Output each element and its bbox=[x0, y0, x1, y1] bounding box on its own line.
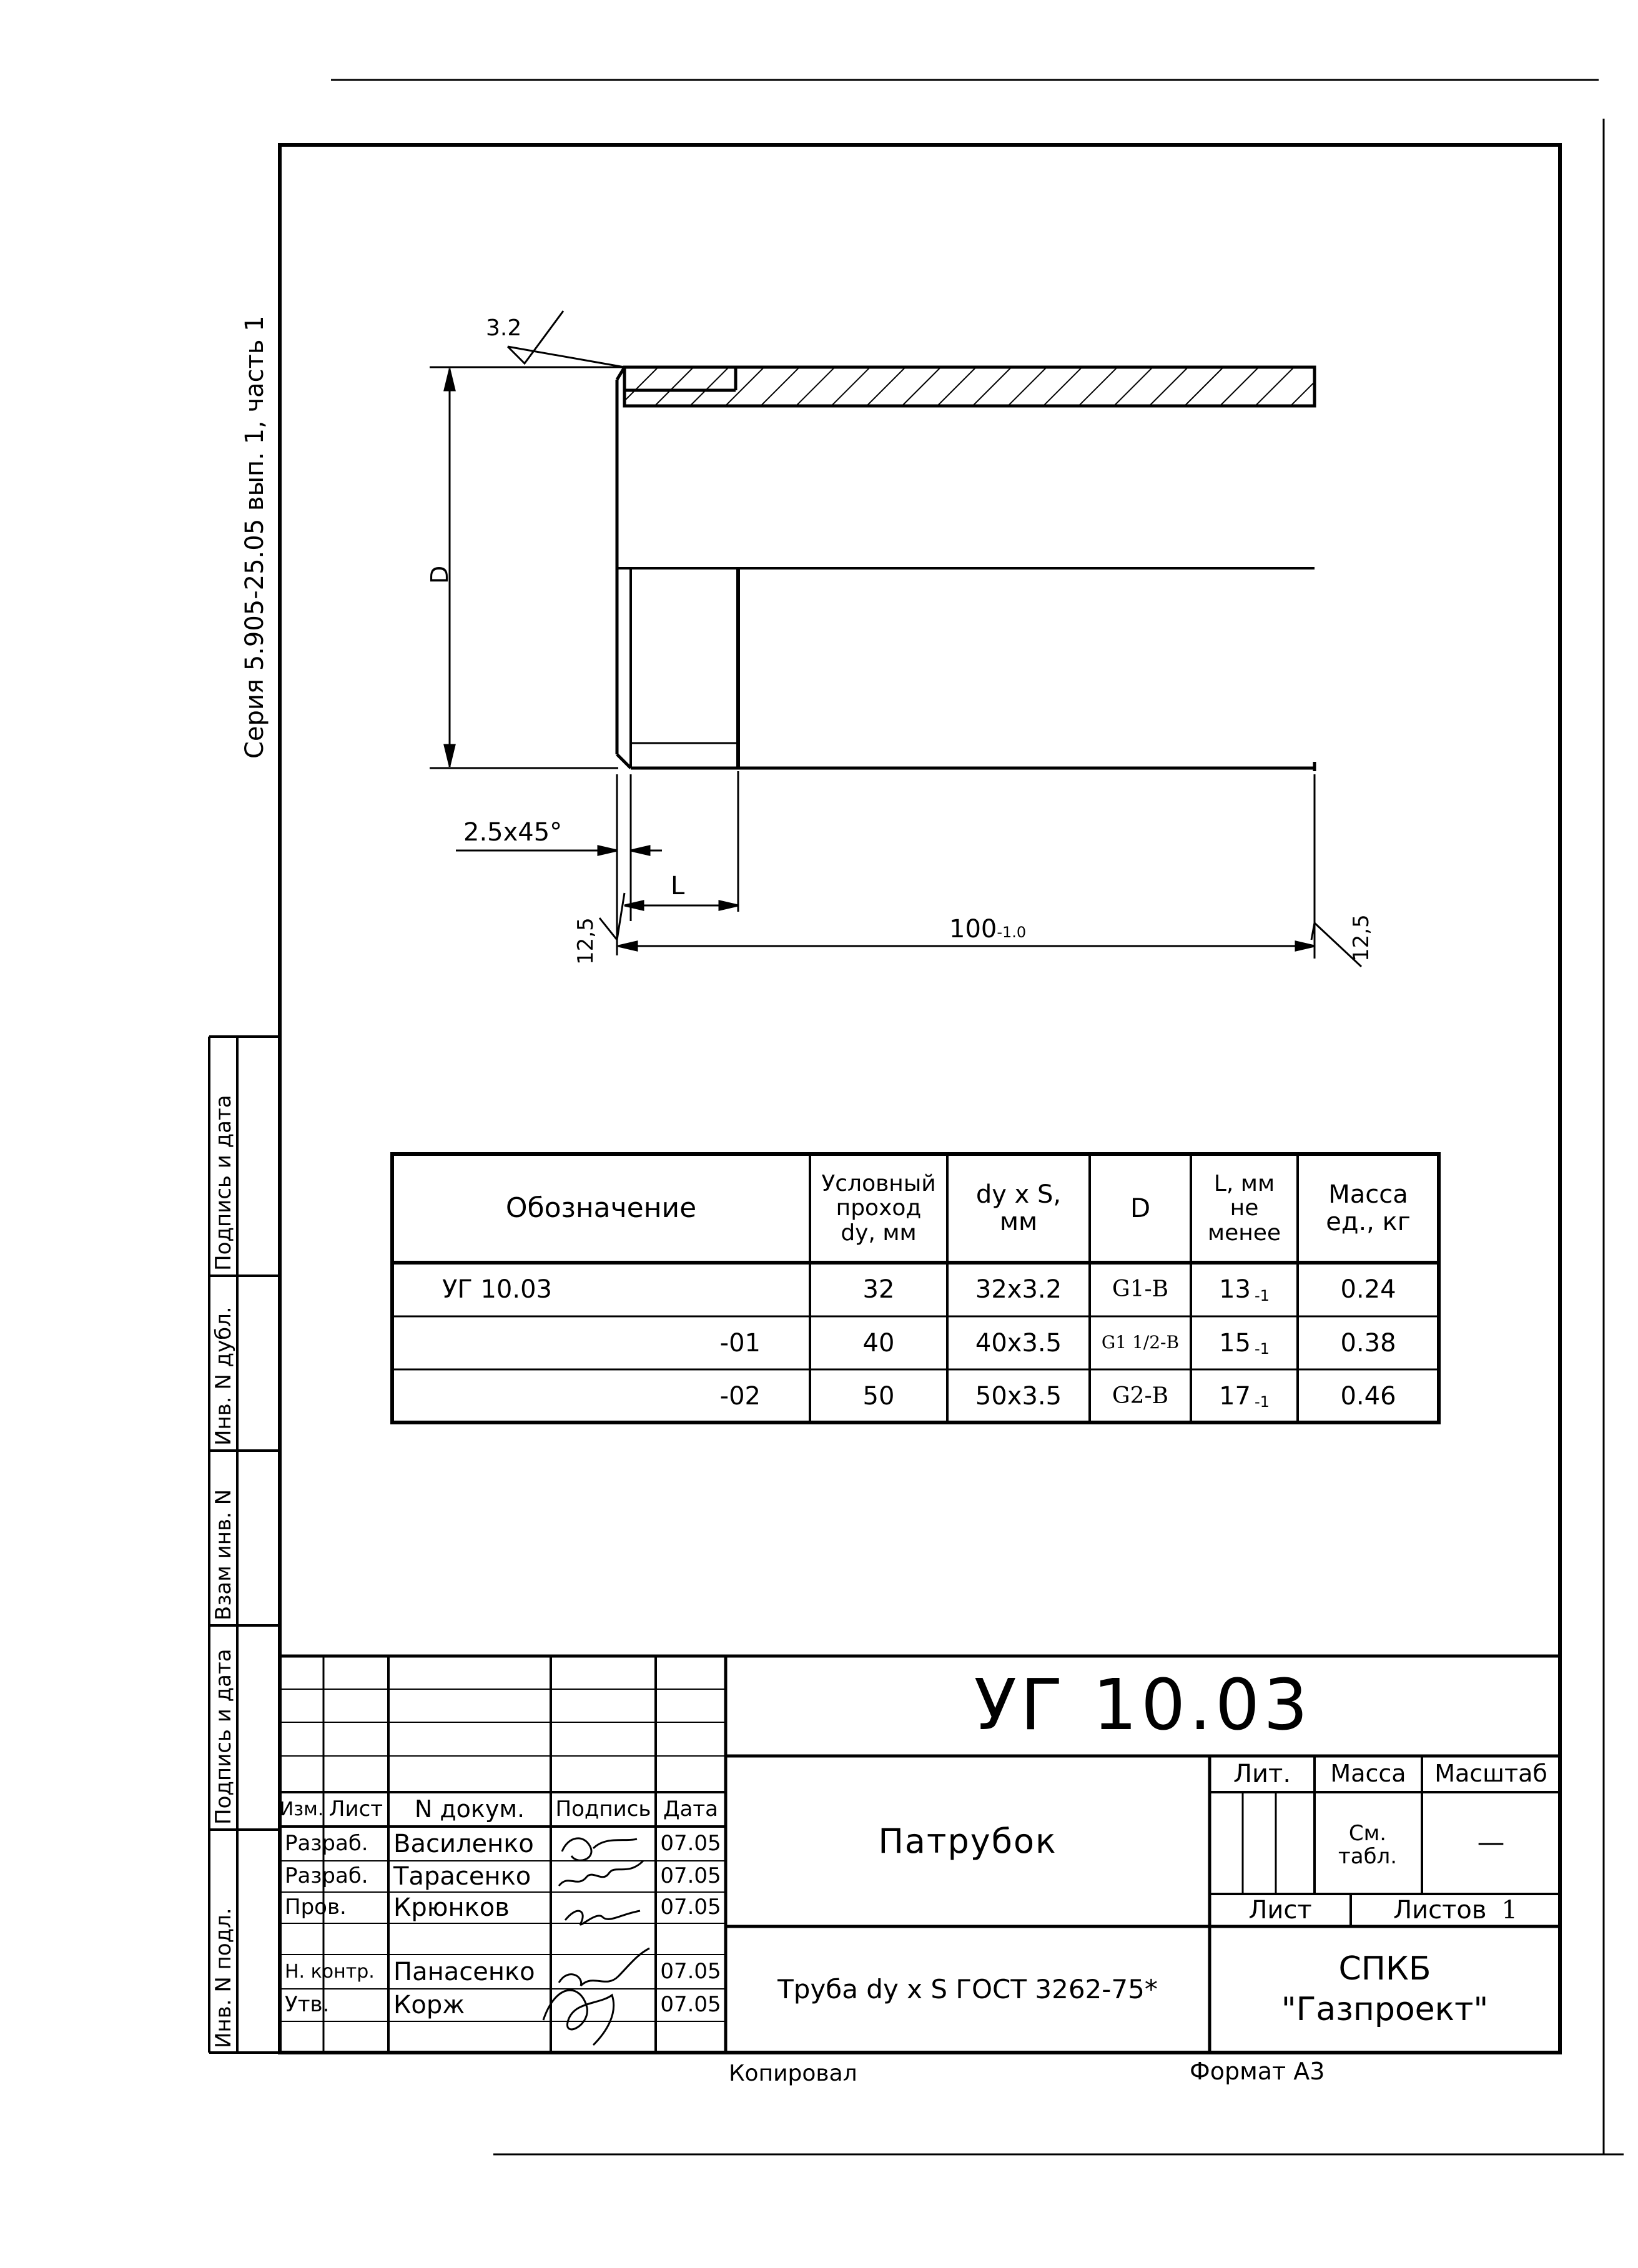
person-2-name: Крюнков bbox=[393, 1893, 510, 1922]
sheets-label: Листов 1 bbox=[1393, 1896, 1517, 1925]
mass-value: См. табл. bbox=[1338, 1820, 1398, 1869]
side-stamp-orig-inv: Инв. N подл. bbox=[211, 1908, 236, 2048]
header-l-line1: L, мм bbox=[1213, 1170, 1275, 1196]
pipe-fitting-section bbox=[617, 367, 1315, 771]
row-1-l-tolerance: -1 bbox=[1254, 1340, 1270, 1358]
header-l bbox=[1191, 1154, 1298, 1263]
scale-value: — bbox=[1477, 1827, 1505, 1859]
row-0-mass: 0.24 bbox=[1340, 1275, 1396, 1304]
row-1-l: 15 -1 bbox=[1219, 1328, 1270, 1358]
footer-copied: Копировал bbox=[729, 2061, 857, 2086]
row-2-dys: 50x3.5 bbox=[975, 1381, 1062, 1411]
footer-format: Формат А3 bbox=[1190, 2058, 1325, 2085]
side-stamp-sign-date-2: Подпись и дата bbox=[211, 1649, 236, 1825]
lit-label: Лит. bbox=[1233, 1760, 1291, 1788]
roughness-right-label: 12,5 bbox=[1349, 914, 1374, 962]
row-1-dys: 40x3.5 bbox=[975, 1328, 1062, 1358]
row-2-dn: 50 bbox=[862, 1381, 895, 1411]
row-2-designation: -02 bbox=[719, 1381, 761, 1411]
person-1-role: Разраб. bbox=[285, 1863, 368, 1889]
row-2-l-tolerance: -1 bbox=[1254, 1393, 1270, 1411]
dimension-length-label: 100-1.0 bbox=[949, 915, 1027, 944]
header-dn bbox=[810, 1154, 947, 1263]
org-line-2: "Газпроект" bbox=[1281, 1991, 1489, 2028]
row-0-d: G1-B bbox=[1112, 1276, 1169, 1303]
person-0-role: Разраб. bbox=[285, 1830, 368, 1856]
title-block-doc-code: УГ 10.03 bbox=[974, 1665, 1312, 1747]
sheets-count: 1 bbox=[1501, 1896, 1517, 1925]
person-4-role: Н. контр. bbox=[285, 1961, 375, 1983]
header-dys-line1: dy x S, bbox=[975, 1180, 1062, 1209]
series-label: Серия 5.905-25.05 вып. 1, часть 1 bbox=[240, 315, 269, 759]
row-2-d: G2-B bbox=[1112, 1383, 1169, 1409]
signatures bbox=[543, 1838, 649, 2045]
person-5-date: 07.05 bbox=[660, 1992, 721, 2018]
person-1-name: Тарасенко bbox=[393, 1862, 531, 1891]
mass-label: Масса bbox=[1330, 1760, 1406, 1788]
col-header-ndoc: N докум. bbox=[414, 1795, 525, 1823]
header-dn-line3: dy, мм bbox=[841, 1220, 917, 1246]
sheet-label: Лист bbox=[1248, 1896, 1312, 1925]
title-block-material: Труба dy x S ГОСТ 3262-75* bbox=[777, 1973, 1158, 2004]
row-1-mass: 0.38 bbox=[1340, 1328, 1396, 1358]
side-stamp-repl-inv: Взам инв. N bbox=[211, 1489, 236, 1620]
header-dn-line1: Условный bbox=[821, 1170, 936, 1196]
dimension-chamfer bbox=[456, 774, 662, 955]
org-line-1: СПКБ bbox=[1338, 1950, 1431, 1988]
side-stamp-sign-date-1: Подпись и дата bbox=[211, 1095, 236, 1271]
col-header-list: Лист bbox=[328, 1796, 383, 1822]
header-dys bbox=[947, 1154, 1090, 1263]
person-0-date: 07.05 bbox=[660, 1830, 721, 1856]
row-0-dn: 32 bbox=[862, 1275, 895, 1304]
dimension-D bbox=[430, 367, 624, 768]
person-2-date: 07.05 bbox=[660, 1895, 721, 1920]
dimension-D-label: D bbox=[426, 565, 453, 584]
dimension-chamfer-label: 2.5x45° bbox=[463, 818, 563, 847]
col-header-sign: Подпись bbox=[555, 1796, 651, 1822]
row-1-d: G1 1/2-B bbox=[1101, 1332, 1180, 1353]
row-0-designation: УГ 10.03 bbox=[442, 1275, 552, 1304]
header-l-line2: не bbox=[1230, 1195, 1259, 1221]
header-mass-line1: Масса bbox=[1328, 1180, 1408, 1209]
col-header-date: Дата bbox=[663, 1796, 719, 1822]
person-5-role: Утв. bbox=[285, 1992, 330, 2018]
person-2-role: Пров. bbox=[285, 1895, 347, 1920]
header-l-line3: менее bbox=[1207, 1220, 1281, 1246]
person-1-date: 07.05 bbox=[660, 1863, 721, 1889]
header-mass bbox=[1298, 1154, 1439, 1263]
row-1-dn: 40 bbox=[862, 1328, 895, 1358]
header-mass-line2: ед., кг bbox=[1326, 1208, 1411, 1236]
row-1-designation: -01 bbox=[719, 1328, 761, 1358]
header-designation: Обозначение bbox=[505, 1191, 697, 1224]
org-name bbox=[1210, 1926, 1560, 2053]
roughness-top-label: 3.2 bbox=[486, 315, 522, 341]
row-0-dys: 32x3.2 bbox=[975, 1275, 1062, 1304]
scale-label: Масштаб bbox=[1434, 1760, 1547, 1788]
row-0-l-tolerance: -1 bbox=[1254, 1286, 1270, 1304]
row-2-mass: 0.46 bbox=[1340, 1381, 1396, 1411]
hatched-wall bbox=[624, 367, 1315, 406]
col-header-izm: Изм. bbox=[279, 1798, 324, 1820]
roughness-top bbox=[508, 311, 624, 367]
person-5-name: Корж bbox=[393, 1991, 465, 2019]
row-0-l: 13 -1 bbox=[1219, 1275, 1270, 1304]
person-4-name: Панасенко bbox=[393, 1957, 535, 1986]
dimension-L-label: L bbox=[671, 872, 685, 900]
header-dn-line2: проход bbox=[836, 1195, 922, 1221]
person-0-name: Василенко bbox=[393, 1829, 534, 1858]
person-4-date: 07.05 bbox=[660, 1958, 721, 1984]
header-d: D bbox=[1130, 1192, 1151, 1223]
row-2-l: 17 -1 bbox=[1219, 1381, 1270, 1411]
side-stamp-dup-inv: Инв. N дубл. bbox=[211, 1306, 236, 1446]
title-block-title: Патрубок bbox=[878, 1821, 1057, 1861]
roughness-left-label: 12,5 bbox=[573, 917, 598, 965]
dimension-length-tolerance: -1.0 bbox=[997, 924, 1027, 941]
header-dys-line2: мм bbox=[999, 1208, 1038, 1236]
